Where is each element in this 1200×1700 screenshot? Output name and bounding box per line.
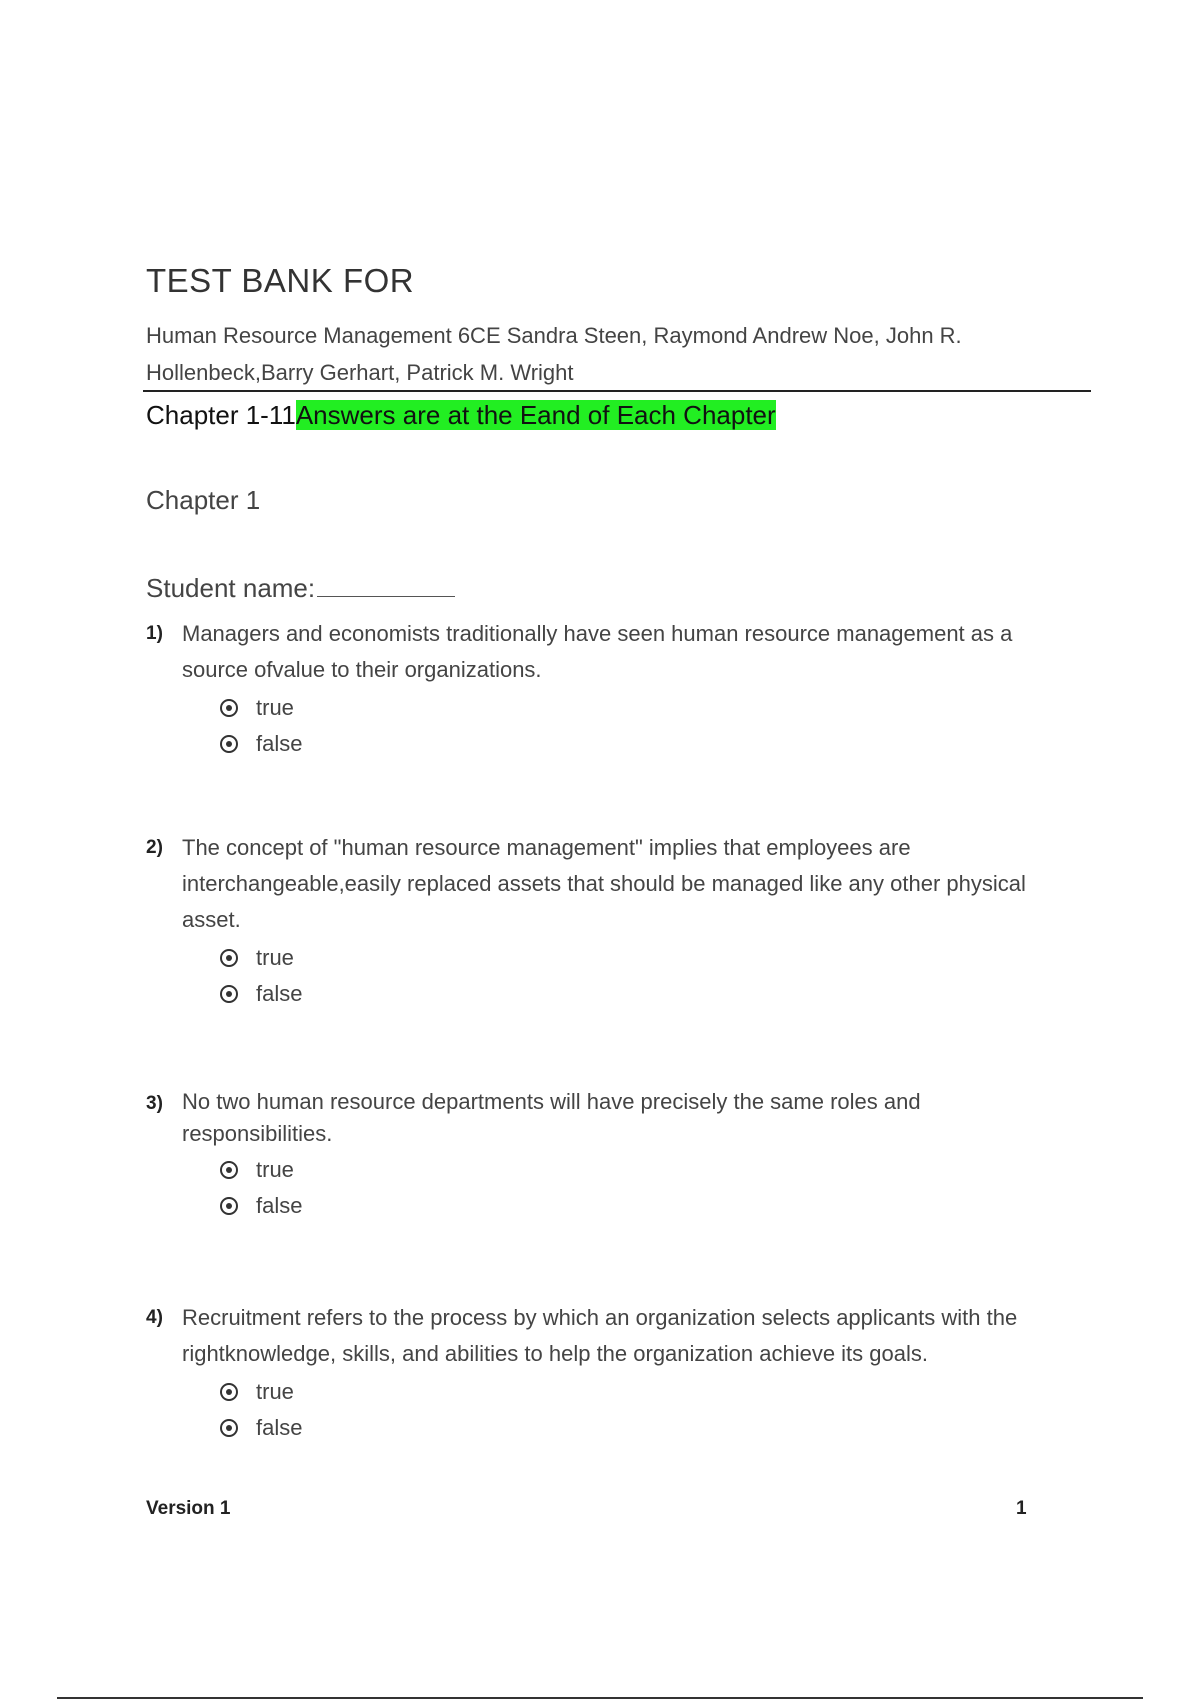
question-text: Recruitment refers to the process by which an organization selects applicants with the rightknowledge, skills, and abilities to help the organization achieve its goals.	[182, 1305, 1018, 1366]
chapter-range-label: Chapter 1-11	[146, 400, 296, 430]
question-text: Managers and economists traditionally have seen human resource management as a source ofvalue to their organizations.	[182, 621, 1013, 682]
student-name-blank[interactable]	[317, 570, 455, 597]
option-label: false	[256, 1193, 303, 1218]
chapter-range-line	[146, 396, 776, 434]
question-text: No two human resource departments will have precisely the same roles and responsibilities.	[182, 1089, 921, 1146]
question-number: 1)	[146, 623, 163, 644]
answer-options	[220, 1152, 1066, 1224]
option-true[interactable]	[220, 1374, 1066, 1410]
student-name-label: Student name:	[146, 573, 316, 603]
option-false[interactable]	[220, 976, 1066, 1012]
radio-icon[interactable]	[220, 1383, 238, 1401]
option-label: false	[256, 1415, 303, 1440]
header-divider	[143, 390, 1091, 392]
student-name-line	[146, 570, 455, 604]
radio-icon[interactable]	[220, 985, 238, 1003]
radio-icon[interactable]	[220, 699, 238, 717]
question-4	[146, 1300, 1066, 1446]
question-number: 4)	[146, 1307, 163, 1328]
footer-page-number: 1	[1016, 1498, 1027, 1519]
option-true[interactable]	[220, 940, 1066, 976]
footer-version: Version 1	[146, 1498, 231, 1519]
question-text: The concept of "human resource management" implies that employees are interchangeable,easily replaced assets that should be managed like any other physical asset.	[182, 835, 1026, 932]
document-title: TEST BANK FOR	[146, 262, 415, 299]
radio-icon[interactable]	[220, 1197, 238, 1215]
option-label: false	[256, 731, 303, 756]
question-2	[146, 830, 1066, 1012]
option-label: true	[256, 1379, 294, 1404]
highlighted-answers-note: Answers are at the Eand of Each Chapter	[295, 400, 776, 430]
option-true[interactable]	[220, 1152, 1066, 1188]
answer-options	[220, 1374, 1066, 1446]
radio-icon[interactable]	[220, 735, 238, 753]
option-label: false	[256, 981, 303, 1006]
answer-options	[220, 690, 1066, 762]
option-false[interactable]	[220, 1410, 1066, 1446]
question-number: 3)	[146, 1093, 163, 1114]
option-false[interactable]	[220, 726, 1066, 762]
question-3	[146, 1086, 1066, 1224]
radio-icon[interactable]	[220, 949, 238, 967]
answer-options	[220, 940, 1066, 1012]
chapter-heading: Chapter 1	[146, 485, 261, 515]
document-subtitle: Human Resource Management 6CE Sandra Steen, Raymond Andrew Noe, John R. Hollenbeck,Barry Gerhart, Patrick M. Wright	[146, 323, 962, 385]
question-number: 2)	[146, 837, 163, 858]
question-1	[146, 616, 1066, 762]
option-true[interactable]	[220, 690, 1066, 726]
option-label: true	[256, 945, 294, 970]
option-label: true	[256, 1157, 294, 1182]
radio-icon[interactable]	[220, 1161, 238, 1179]
option-false[interactable]	[220, 1188, 1066, 1224]
option-label: true	[256, 695, 294, 720]
radio-icon[interactable]	[220, 1419, 238, 1437]
page-bottom-divider	[57, 1697, 1143, 1699]
